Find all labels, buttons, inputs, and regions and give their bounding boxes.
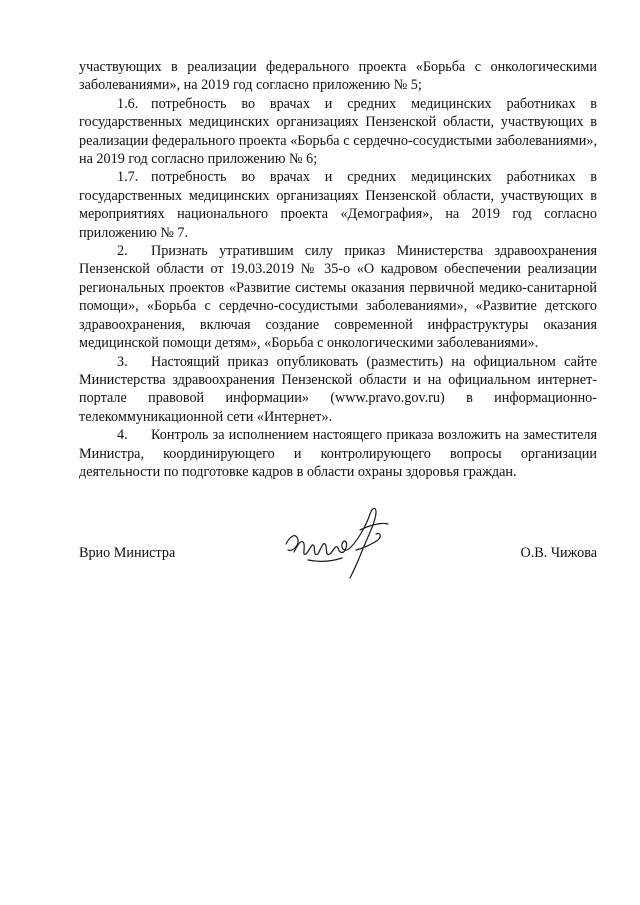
paragraph-number: 2.: [117, 243, 128, 260]
paragraph-1-6: [79, 95, 597, 169]
signature-block: [79, 544, 597, 564]
paragraph-3: [79, 353, 597, 427]
paragraph-text: потребность во врачах и средних медицинских работниках в государственных медицинских организациях Пензенской области, участвующих в реализации федерального проекта «Борьба с сердечно-сосудистыми заболеваниями», на 2019 год согласно приложению № 6;: [79, 95, 597, 168]
paragraph-number: 1.6.: [117, 95, 139, 112]
paragraph-text: потребность во врачах и средних медицинских работниках в государственных медицинских организациях Пензенской области, участвующих в мероприятиях национального проекта «Демография», на 2019 год согласно приложению № 7.: [79, 169, 597, 241]
paragraph-1-7: [79, 168, 597, 242]
handwritten-signature: [278, 500, 398, 582]
paragraph-text: Контроль за исполнением настоящего приказа возложить на заместителя Министра, координирующего и контролирующего вопросы организации деятельности по подготовке кадров в области охраны здоровья граждан.: [79, 427, 597, 480]
document-body: [79, 58, 597, 481]
paragraph-number: 3.: [117, 353, 128, 370]
paragraph-text: Признать утратившим силу приказ Министерства здравоохранения Пензенской области от 19.03.2019 № 35-о «О кадровом обеспечении реализации региональных проектов «Развитие системы оказания первичной медико-санитарной помощи», «Борьба с сердечно-сосудистыми заболеваниями», «Развитие детского здравоохранения, включая создание современной инфраструктуры оказания медицинской помощи детям», «Борьба с онкологическими заболеваниями».: [79, 243, 597, 352]
paragraph-4: [79, 426, 597, 481]
paragraph-text: Настоящий приказ опубликовать (разместить) на официальном сайте Министерства здравоохранения Пензенской области и на официальном интернет-портале правовой информации» (www.pravo.gov.ru) в информационно-телекоммуникационной сети «Интернет».: [79, 353, 597, 425]
signatory-title: Врио Министра: [79, 545, 176, 561]
signatory-name: О.В. Чижова: [520, 545, 597, 561]
paragraph-number: 1.7.: [117, 169, 139, 186]
paragraph-number: 4.: [117, 427, 128, 444]
paragraph-continuation: [79, 58, 597, 95]
paragraph-2: [79, 242, 597, 352]
paragraph-text: участвующих в реализации федерального проекта «Борьба с онкологическими заболеваниями», на 2019 год согласно приложению № 5;: [79, 59, 597, 94]
